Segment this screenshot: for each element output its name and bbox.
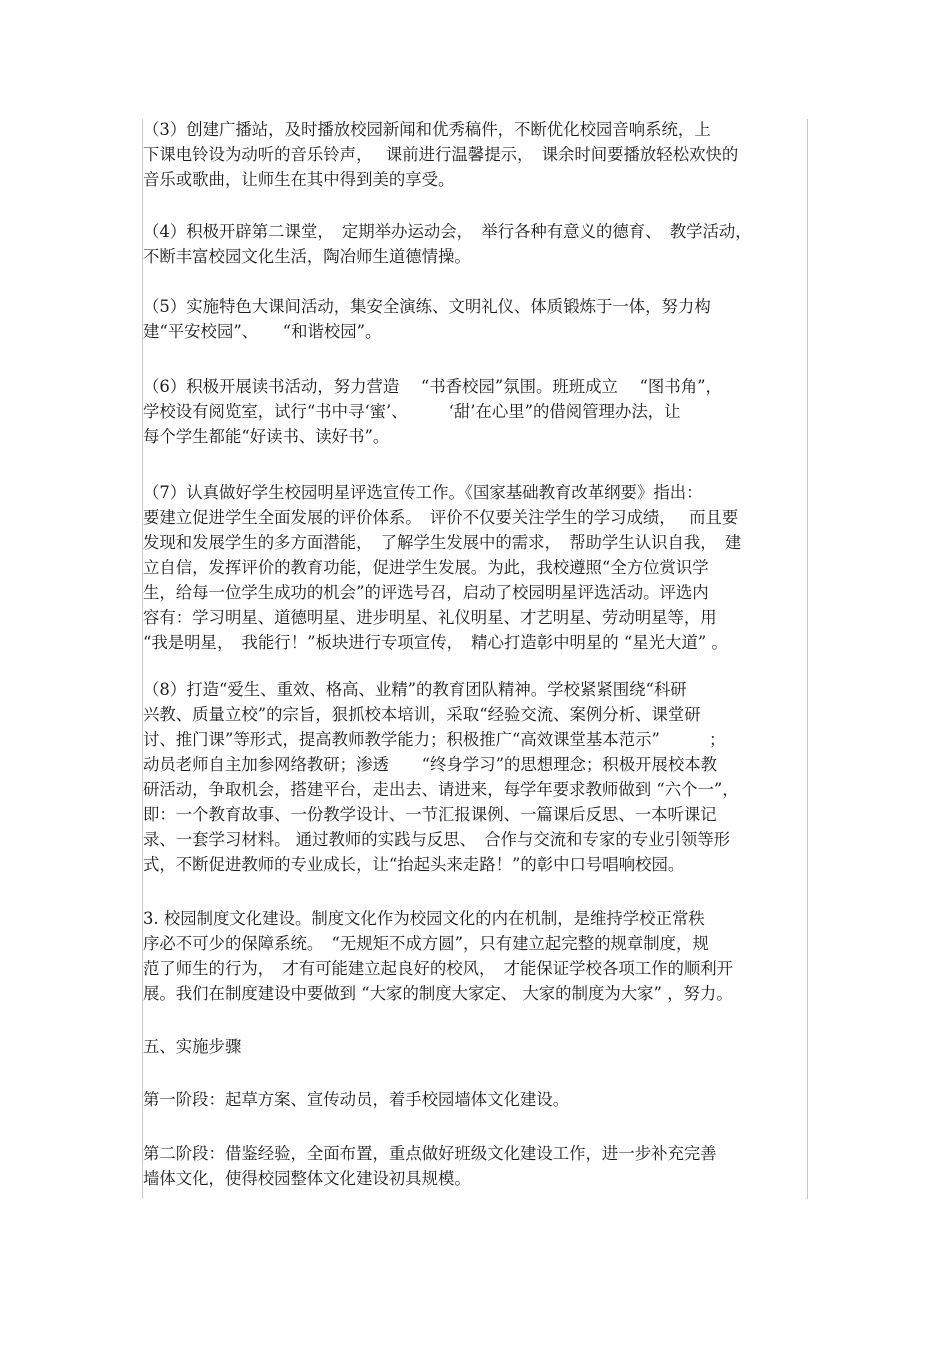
text-line: 不断丰富校园文化生活，陶冶师生道德情操。 [143,247,471,266]
text-line: （8）打造“爱生、重效、格高、业精”的教育团队精神。学校紧紧围绕“科研 [143,680,687,699]
paragraph-7 [143,480,809,655]
text-line: 动员老师自主加参网络教研；渗透 “终身学习”的思想理念；积极开展校本教 [143,755,718,774]
text-line: 录、一套学习材料。 通过教师的实践与反思、 合作与交流和专家的专业引领等形 [143,830,731,849]
text-line: 兴教、质量立校”的宗旨，狠抓校本培训，采取“经验交流、案例分析、课堂研 [143,705,701,724]
text-line: 墙体文化，使得校园整体文化建设初具规模。 [143,1169,471,1188]
text-line: 要建立促进学生全面发展的评价体系。 评价不仅要关注学生的学习成绩， 而且要 [143,508,739,527]
text-line: 3. 校园制度文化建设。制度文化作为校园文化的内在机制，是维持学校正常秩 [143,909,705,928]
section-heading-5 [143,1034,809,1059]
stage-2 [143,1141,809,1191]
text-line: （7）认真做好学生校园明星评选宣传工作。《国家基础教育改革纲要》指出： [143,483,703,502]
text-line: 发现和发展学生的多方面潜能， 了解学生发展中的需求， 帮助学生认识自我， 建 [143,533,742,552]
text-line: （3）创建广播站，及时播放校园新闻和优秀稿件，不断优化校园音响系统，上 [143,120,711,139]
paragraph-3 [143,117,809,192]
text-line: “我是明星， 我能行！”板块进行专项宣传， 精心打造彰中明星的 “星光大道” 。 [143,633,728,652]
text-line: 序必不可少的保障系统。 “无规矩不成方圆”，只有建立起完整的规章制度，规 [143,934,709,953]
text-line: 研活动，争取机会，搭建平台，走出去、请进来，每学年要求教师做到 “六个一”， [143,780,739,799]
text-line: 下课电铃设为动听的音乐铃声， 课前进行温馨提示， 课余时间要播放轻松欢快的 [143,145,739,164]
paragraph-6 [143,374,809,449]
paragraph-5 [143,294,809,344]
text-line: 容有：学习明星、道德明星、进步明星、礼仪明星、才艺明星、劳动明星等，用 [143,608,717,627]
text-line: 每个学生都能“好读书、读好书”。 [143,427,390,446]
heading-text: 五、实施步骤 [143,1037,242,1056]
text-line: 第一阶段：起草方案、宣传动员，着手校园墙体文化建设。 [143,1090,570,1109]
paragraph-4 [143,219,809,269]
text-line: 音乐或歌曲，让师生在其中得到美的享受。 [143,170,455,189]
document-body [143,117,809,1191]
paragraph-3-institution [143,906,809,1006]
paragraph-8 [143,677,809,877]
text-line: 讨、推门课”等形式，提高教师教学能力；积极推广“高效课堂基本范示” ； [143,730,726,749]
text-line: 生，给每一位学生成功的机会”的评选号召，启动了校园明星评选活动。评选内 [143,583,709,602]
text-line: 即：一个教育故事、一份教学设计、一节汇报课例、一篇课后反思、一本听课记 [143,805,717,824]
stage-1 [143,1087,809,1112]
text-line: 学校设有阅览室，试行“书中寻‘蜜’、 ‘甜’在心里”的借阅管理办法，让 [143,402,681,421]
text-line: 第二阶段：借鉴经验，全面布置，重点做好班级文化建设工作，进一步补充完善 [143,1144,717,1163]
text-line: 立自信，发挥评价的教育功能，促进学生发展。为此，我校遵照“全方位赏识学 [143,558,709,577]
text-line: （5）实施特色大课间活动，集安全演练、文明礼仪、体质锻炼于一体，努力构 [143,297,711,316]
text-line: 建“平安校园”、 “和谐校园”。 [143,322,382,341]
text-line: （6）积极开展读书活动，努力营造 “书香校园”氛围。班班成立 “图书角”， [143,377,722,396]
text-line: 范了师生的行为， 才有可能建立起良好的校风， 才能保证学校各项工作的顺利开 [143,959,734,978]
text-line: 式，不断促进教师的专业成长，让“抬起头来走路！”的彰中口号唱响校园。 [143,855,685,874]
text-line: （4）积极开辟第二课堂， 定期举办运动会， 举行各种有意义的德育、 教学活动， [143,222,752,241]
text-line: 展。我们在制度建设中要做到 “大家的制度大家定、 大家的制度为大家” ，努力。 [143,984,733,1003]
